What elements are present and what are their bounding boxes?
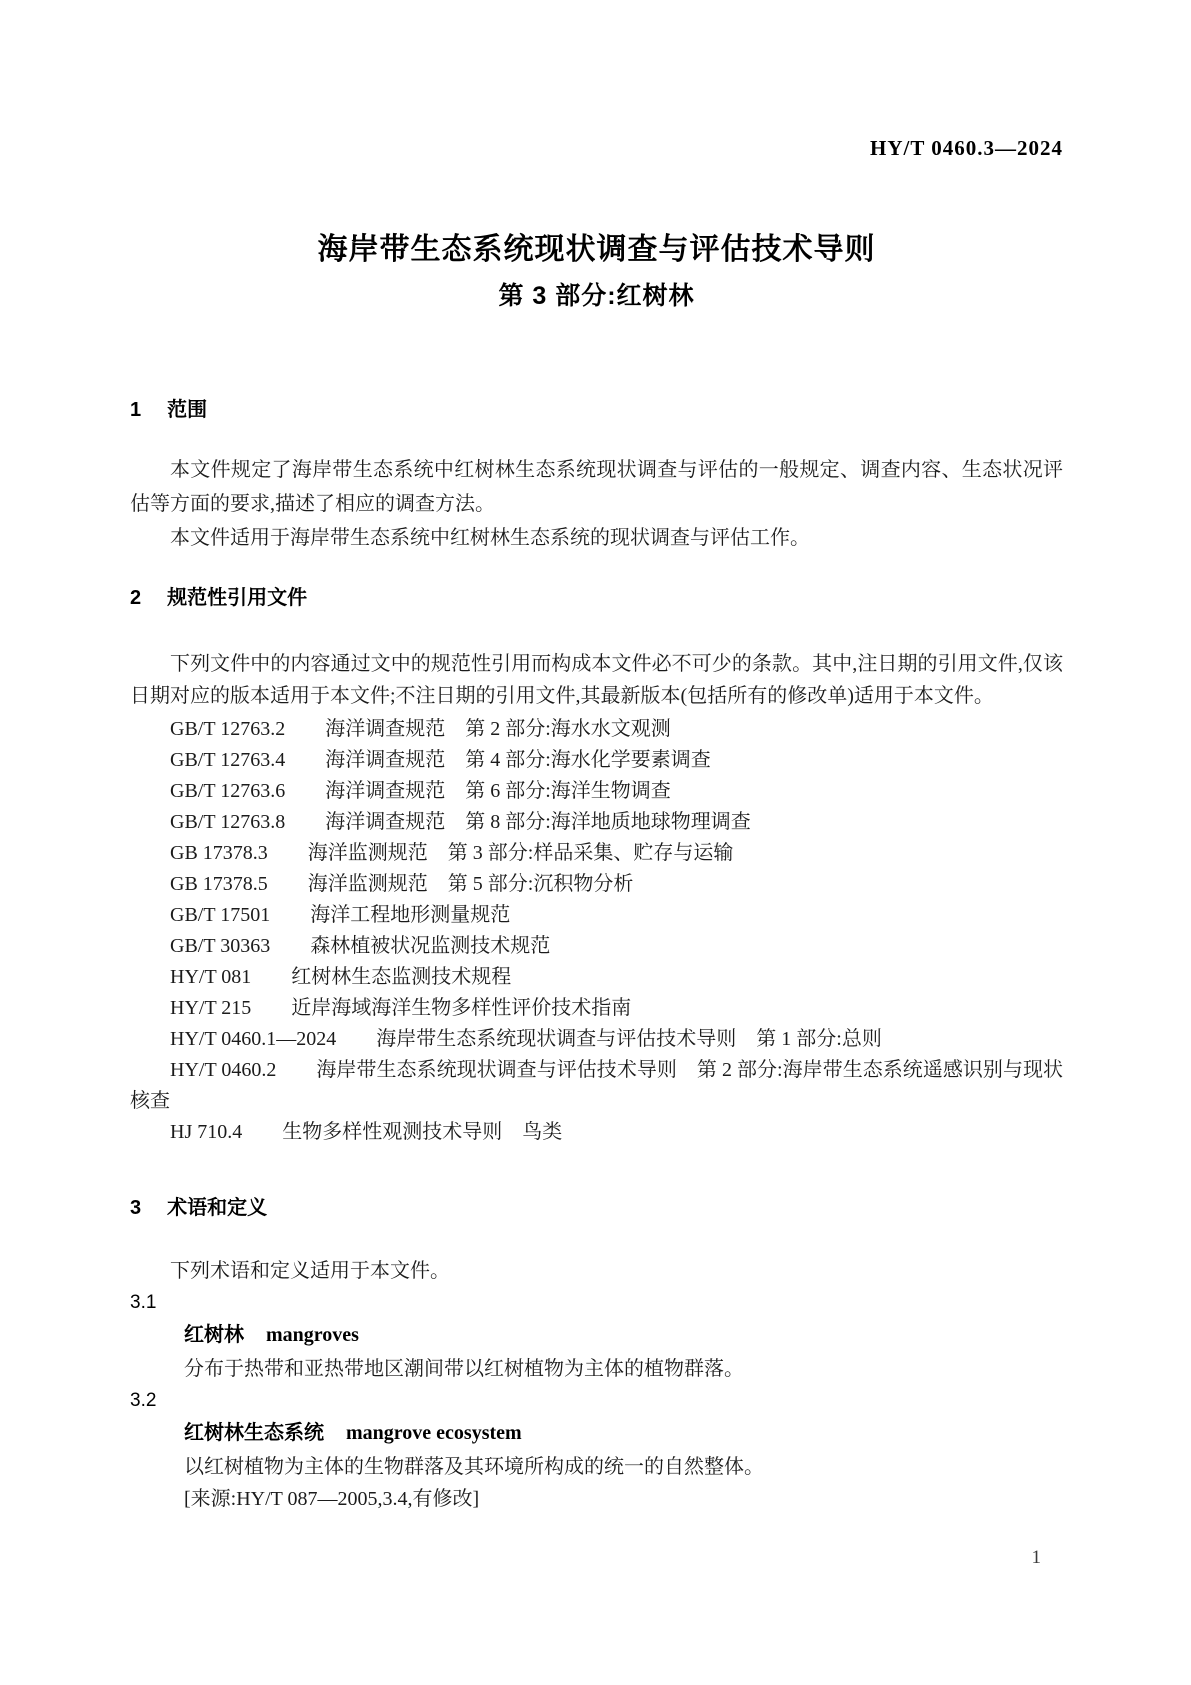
- section-heading-terms: [130, 1194, 1063, 1222]
- reference-item: GB/T 17501 海洋工程地形测量规范: [170, 904, 511, 926]
- section-label: 术语和定义: [167, 1197, 268, 1219]
- document-title: 海岸带生态系统现状调查与评估技术导则: [317, 233, 876, 266]
- reference-item: GB/T 12763.8 海洋调查规范 第 8 部分:海洋地质地球物理调查: [170, 811, 751, 833]
- reference-item: HY/T 215 近岸海域海洋生物多样性评价技术指南: [170, 997, 632, 1019]
- term-chinese: 红树林: [184, 1324, 244, 1346]
- term-entry-id: 3.2: [130, 1390, 157, 1411]
- term-english: mangrove ecosystem: [346, 1422, 522, 1444]
- section-number: 2: [130, 587, 142, 609]
- term-title: [130, 1319, 1063, 1353]
- section-number: 3: [130, 1197, 142, 1219]
- reference-item: HJ 710.4 生物多样性观测技术导则 鸟类: [170, 1121, 563, 1143]
- scope-paragraph: 本文件规定了海岸带生态系统中红树林生态系统现状调查与评估的一般规定、调查内容、生态状况评估等方面的要求,描述了相应的调查方法。: [130, 459, 1063, 515]
- reference-item: GB/T 12763.6 海洋调查规范 第 6 部分:海洋生物调查: [170, 780, 671, 802]
- term-english: mangroves: [266, 1324, 359, 1346]
- terms-block: [130, 1255, 1063, 1515]
- section-label: 规范性引用文件: [167, 587, 308, 609]
- term-definition: 以红树植物为主体的生物群落及其环境所构成的统一的自然整体。: [184, 1456, 764, 1478]
- reference-item: HY/T 081 红树林生态监测技术规程: [170, 966, 512, 988]
- reference-item: GB/T 12763.2 海洋调查规范 第 2 部分:海水水文观测: [170, 718, 671, 740]
- reference-item: GB 17378.5 海洋监测规范 第 5 部分:沉积物分析: [170, 873, 634, 895]
- section-number: 1: [130, 399, 142, 421]
- term-title: [130, 1417, 1063, 1451]
- term-entry-id: 3.1: [130, 1292, 157, 1313]
- references-intro: 下列文件中的内容通过文中的规范性引用而构成本文件必不可少的条款。其中,注日期的引用文件,仅该日期对应的版本适用于本文件;不注日期的引用文件,其最新版本(包括所有的修改单)适用于本文件。: [130, 653, 1063, 707]
- scope-paragraphs: [130, 453, 1063, 555]
- reference-item: GB/T 30363 森林植被状况监测技术规范: [170, 935, 551, 957]
- reference-item: GB/T 12763.4 海洋调查规范 第 4 部分:海水化学要素调查: [170, 749, 711, 771]
- terms-intro: 下列术语和定义适用于本文件。: [170, 1260, 450, 1282]
- scope-paragraph: 本文件适用于海岸带生态系统中红树林生态系统的现状调查与评估工作。: [170, 527, 810, 549]
- reference-item: HY/T 0460.2 海岸带生态系统现状调查与评估技术导则 第 2 部分:海岸带生态系统遥感识别与现状核查: [130, 1059, 1063, 1112]
- page-number: 1: [1031, 1547, 1041, 1568]
- term-chinese: 红树林生态系统: [184, 1422, 324, 1444]
- reference-item: GB 17378.3 海洋监测规范 第 3 部分:样品采集、贮存与运输: [170, 842, 734, 864]
- section-heading-scope: [130, 396, 1063, 424]
- page-content: [0, 136, 1191, 1515]
- section-heading-normative-references: [130, 584, 1063, 612]
- section-label: 范围: [167, 399, 208, 421]
- term-source: [来源:HY/T 087—2005,3.4,有修改]: [184, 1488, 480, 1510]
- standard-number: HY/T 0460.3—2024: [870, 136, 1063, 160]
- document-subtitle: 第 3 部分:红树林: [498, 282, 695, 310]
- references-list: [130, 714, 1063, 1148]
- term-definition: 分布于热带和亚热带地区潮间带以红树植物为主体的植物群落。: [184, 1358, 744, 1380]
- reference-item: HY/T 0460.1—2024 海岸带生态系统现状调查与评估技术导则 第 1 部分:总则: [170, 1028, 882, 1050]
